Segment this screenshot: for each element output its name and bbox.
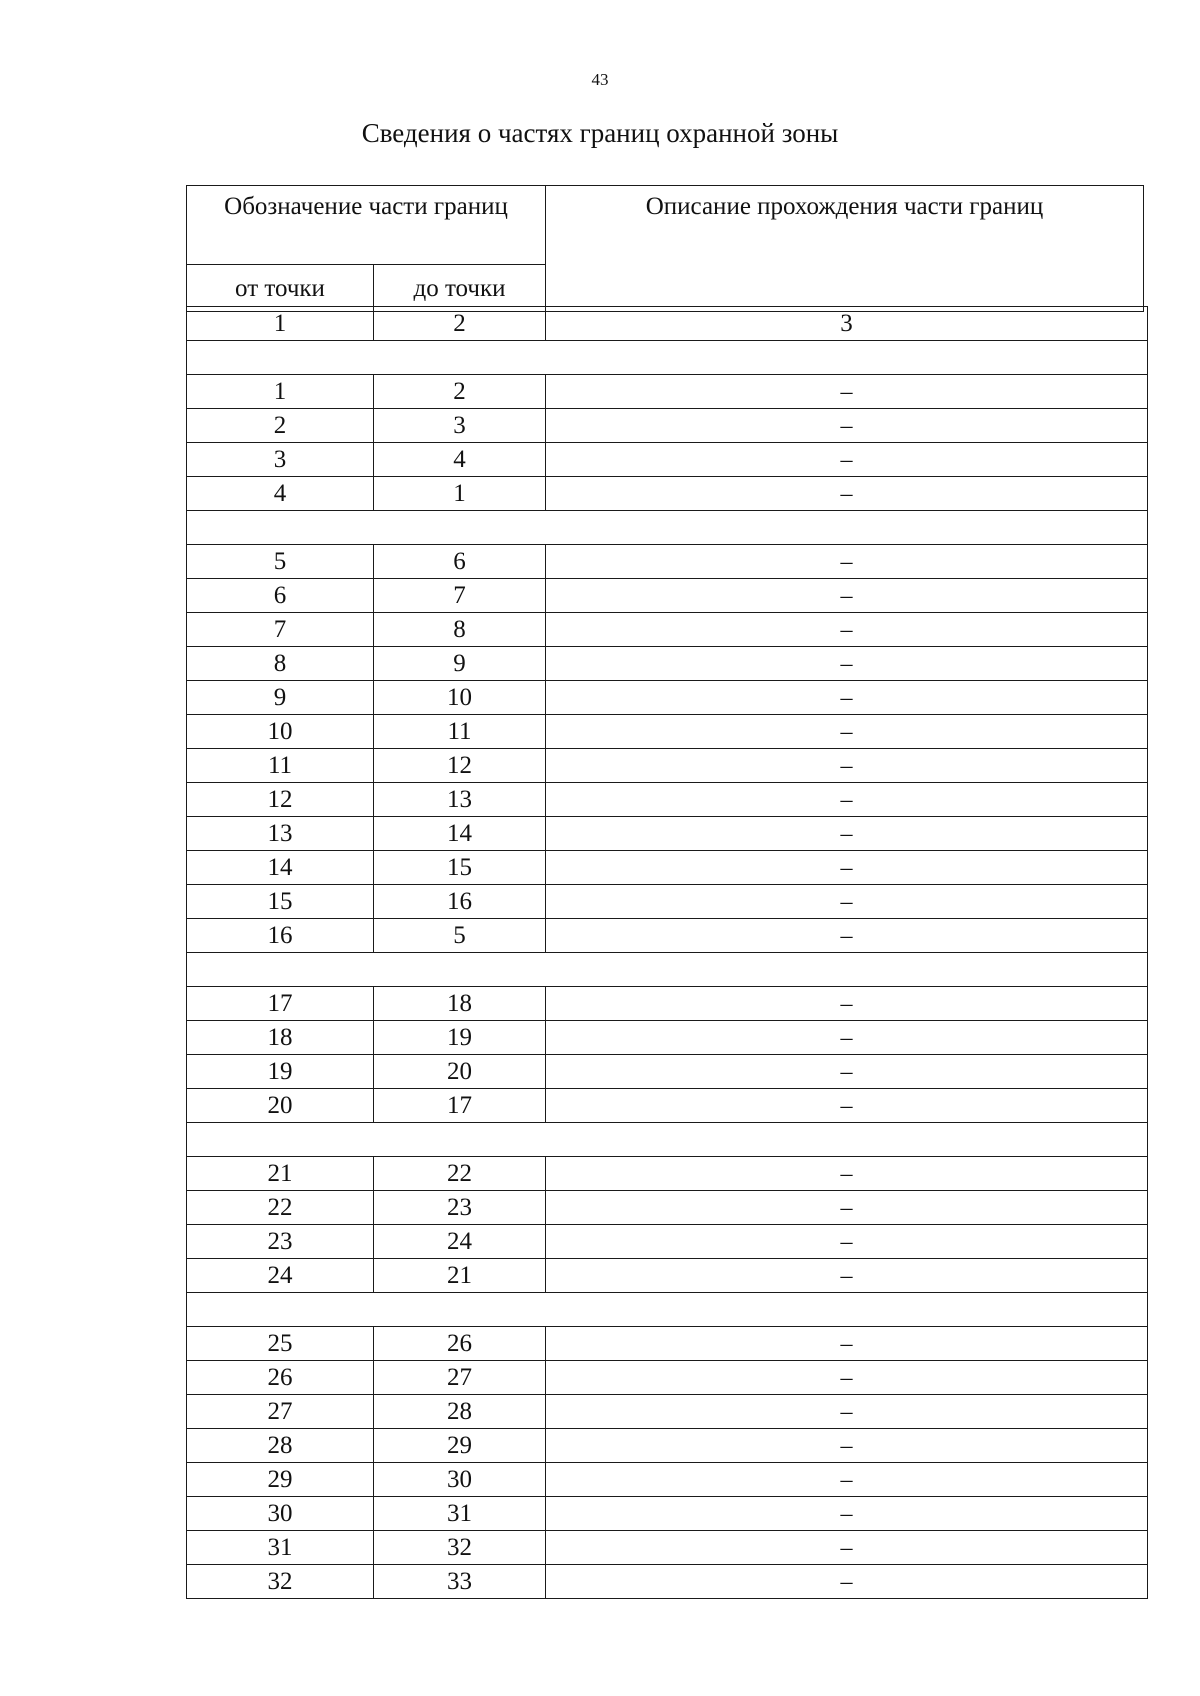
- cell-to-point: 9: [374, 647, 546, 681]
- table-row: [187, 851, 1148, 885]
- page-title: Сведения о частях границ охранной зоны: [361, 118, 839, 148]
- cell-description: –: [546, 681, 1148, 715]
- table-row: [187, 443, 1148, 477]
- cell-description: –: [546, 545, 1148, 579]
- cell-to-point: 22: [374, 1157, 546, 1191]
- group-separator-row: [187, 341, 1148, 375]
- table-row: [187, 1225, 1148, 1259]
- column-number: 2: [374, 307, 546, 341]
- cell-to-point: 1: [374, 477, 546, 511]
- group-separator-cell: [187, 953, 1148, 987]
- cell-description: –: [546, 987, 1148, 1021]
- cell-description: –: [546, 749, 1148, 783]
- page-number: 43: [591, 70, 609, 89]
- cell-description: –: [546, 409, 1148, 443]
- table-body: [187, 307, 1148, 1599]
- cell-to-point: 4: [374, 443, 546, 477]
- cell-from-point: 18: [187, 1021, 374, 1055]
- table-row: [187, 1055, 1148, 1089]
- group-separator-row: [187, 1293, 1148, 1327]
- cell-to-point: 24: [374, 1225, 546, 1259]
- header-boundary-designation: Обозначение части границ: [187, 186, 546, 265]
- cell-description: –: [546, 1089, 1148, 1123]
- cell-from-point: 22: [187, 1191, 374, 1225]
- cell-description: –: [546, 817, 1148, 851]
- header-from-point: от точки: [187, 265, 374, 312]
- cell-description: –: [546, 1191, 1148, 1225]
- cell-from-point: 6: [187, 579, 374, 613]
- cell-description: –: [546, 715, 1148, 749]
- table-row: [187, 409, 1148, 443]
- cell-description: –: [546, 1055, 1148, 1089]
- cell-to-point: 13: [374, 783, 546, 817]
- group-separator-cell: [187, 341, 1148, 375]
- cell-description: –: [546, 885, 1148, 919]
- table-row: [187, 1327, 1148, 1361]
- cell-description: –: [546, 1463, 1148, 1497]
- cell-description: –: [546, 477, 1148, 511]
- cell-to-point: 5: [374, 919, 546, 953]
- cell-from-point: 23: [187, 1225, 374, 1259]
- cell-from-point: 25: [187, 1327, 374, 1361]
- cell-from-point: 8: [187, 647, 374, 681]
- cell-to-point: 28: [374, 1395, 546, 1429]
- cell-description: –: [546, 1395, 1148, 1429]
- cell-description: –: [546, 443, 1148, 477]
- cell-to-point: 17: [374, 1089, 546, 1123]
- cell-description: –: [546, 919, 1148, 953]
- cell-from-point: 17: [187, 987, 374, 1021]
- cell-from-point: 27: [187, 1395, 374, 1429]
- cell-description: –: [546, 851, 1148, 885]
- cell-description: –: [546, 1157, 1148, 1191]
- cell-description: –: [546, 1565, 1148, 1599]
- table-row: [187, 1565, 1148, 1599]
- table-header: [186, 185, 1144, 312]
- table-row: [187, 1089, 1148, 1123]
- cell-from-point: 31: [187, 1531, 374, 1565]
- cell-description: –: [546, 1531, 1148, 1565]
- cell-from-point: 21: [187, 1157, 374, 1191]
- cell-to-point: 30: [374, 1463, 546, 1497]
- table-row: [187, 579, 1148, 613]
- table-row: [187, 1259, 1148, 1293]
- table-row: [187, 1463, 1148, 1497]
- cell-to-point: 7: [374, 579, 546, 613]
- cell-from-point: 2: [187, 409, 374, 443]
- cell-description: –: [546, 1021, 1148, 1055]
- group-separator-row: [187, 953, 1148, 987]
- cell-description: –: [546, 783, 1148, 817]
- table-row: [187, 1395, 1148, 1429]
- cell-from-point: 9: [187, 681, 374, 715]
- cell-from-point: 11: [187, 749, 374, 783]
- cell-to-point: 32: [374, 1531, 546, 1565]
- table-row: [187, 1191, 1148, 1225]
- cell-to-point: 21: [374, 1259, 546, 1293]
- cell-from-point: 5: [187, 545, 374, 579]
- group-separator-row: [187, 511, 1148, 545]
- column-number: 3: [546, 307, 1148, 341]
- table-row: [187, 1361, 1148, 1395]
- table-row: [187, 817, 1148, 851]
- column-number-row: [187, 307, 1148, 341]
- cell-to-point: 26: [374, 1327, 546, 1361]
- cell-to-point: 33: [374, 1565, 546, 1599]
- group-separator-row: [187, 1123, 1148, 1157]
- cell-description: –: [546, 375, 1148, 409]
- table-row: [187, 545, 1148, 579]
- cell-from-point: 1: [187, 375, 374, 409]
- cell-from-point: 16: [187, 919, 374, 953]
- cell-description: –: [546, 613, 1148, 647]
- cell-to-point: 29: [374, 1429, 546, 1463]
- header-to-point: до точки: [374, 265, 546, 312]
- boundary-table: [186, 306, 1148, 1599]
- cell-from-point: 32: [187, 1565, 374, 1599]
- cell-to-point: 19: [374, 1021, 546, 1055]
- table-row: [187, 919, 1148, 953]
- cell-description: –: [546, 1225, 1148, 1259]
- cell-from-point: 30: [187, 1497, 374, 1531]
- group-separator-cell: [187, 1293, 1148, 1327]
- cell-description: –: [546, 1429, 1148, 1463]
- cell-from-point: 13: [187, 817, 374, 851]
- cell-from-point: 3: [187, 443, 374, 477]
- cell-from-point: 28: [187, 1429, 374, 1463]
- cell-from-point: 12: [187, 783, 374, 817]
- cell-from-point: 20: [187, 1089, 374, 1123]
- cell-to-point: 11: [374, 715, 546, 749]
- cell-to-point: 3: [374, 409, 546, 443]
- cell-to-point: 27: [374, 1361, 546, 1395]
- cell-to-point: 16: [374, 885, 546, 919]
- cell-to-point: 6: [374, 545, 546, 579]
- cell-description: –: [546, 579, 1148, 613]
- table-row: [187, 647, 1148, 681]
- column-number: 1: [187, 307, 374, 341]
- cell-to-point: 31: [374, 1497, 546, 1531]
- cell-to-point: 23: [374, 1191, 546, 1225]
- table-row: [187, 375, 1148, 409]
- cell-from-point: 4: [187, 477, 374, 511]
- cell-from-point: 14: [187, 851, 374, 885]
- cell-from-point: 15: [187, 885, 374, 919]
- cell-from-point: 24: [187, 1259, 374, 1293]
- table-row: [187, 783, 1148, 817]
- cell-from-point: 10: [187, 715, 374, 749]
- header-boundary-description: Описание прохождения части границ: [546, 186, 1144, 312]
- cell-to-point: 15: [374, 851, 546, 885]
- table-row: [187, 987, 1148, 1021]
- table-row: [187, 715, 1148, 749]
- cell-to-point: 10: [374, 681, 546, 715]
- group-separator-cell: [187, 511, 1148, 545]
- cell-description: –: [546, 1327, 1148, 1361]
- cell-to-point: 8: [374, 613, 546, 647]
- table-row: [187, 477, 1148, 511]
- cell-description: –: [546, 1497, 1148, 1531]
- table-row: [187, 1021, 1148, 1055]
- cell-to-point: 12: [374, 749, 546, 783]
- cell-description: –: [546, 1259, 1148, 1293]
- cell-to-point: 2: [374, 375, 546, 409]
- cell-to-point: 20: [374, 1055, 546, 1089]
- cell-from-point: 7: [187, 613, 374, 647]
- table-row: [187, 681, 1148, 715]
- table-row: [187, 749, 1148, 783]
- cell-description: –: [546, 647, 1148, 681]
- group-separator-cell: [187, 1123, 1148, 1157]
- table-row: [187, 613, 1148, 647]
- cell-to-point: 14: [374, 817, 546, 851]
- table-row: [187, 1531, 1148, 1565]
- table-row: [187, 1157, 1148, 1191]
- table-row: [187, 885, 1148, 919]
- table-row: [187, 1429, 1148, 1463]
- cell-description: –: [546, 1361, 1148, 1395]
- cell-from-point: 19: [187, 1055, 374, 1089]
- cell-from-point: 29: [187, 1463, 374, 1497]
- cell-to-point: 18: [374, 987, 546, 1021]
- cell-from-point: 26: [187, 1361, 374, 1395]
- table-row: [187, 1497, 1148, 1531]
